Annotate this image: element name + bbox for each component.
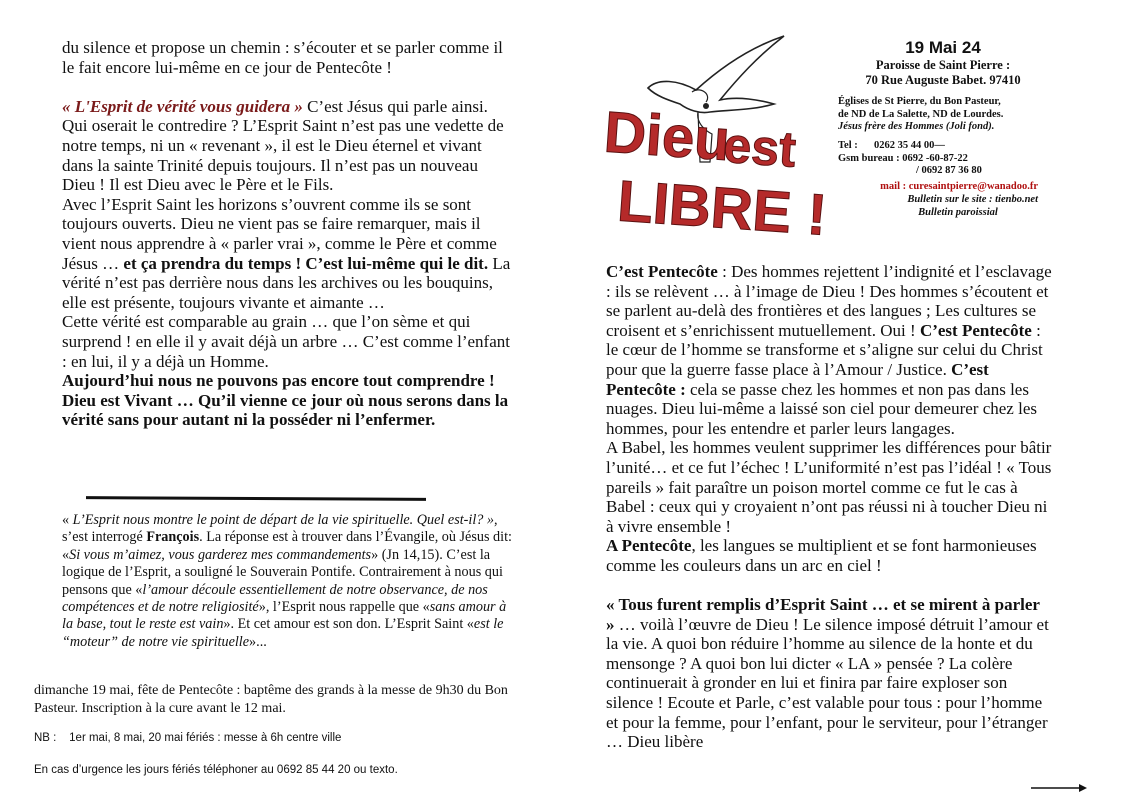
paragraph: « L'Esprit de vérité vous guidera » C’est Jésus qui parle ainsi. Qui oserait le contredire ? L’Esprit Saint n’est pas une vedette de notre temps, ni un « revenant », il est le Dieu éternel et vivant dans la sainte Trinité depuis toujours. Il n’est pas un nouveau Dieu ! Il est Dieu avec le Père et le Fils. — [62, 96, 504, 195]
parish-address: 70 Rue Auguste Babet. 97410 — [865, 73, 1021, 87]
phone-number: 0262 35 44 00— — [874, 140, 945, 151]
left-column — [62, 38, 512, 430]
bold-paragraph: Aujourd’hui nous ne pouvons pas encore tout comprendre ! Dieu est Vivant … Qu’il vienne ce jour où nous serons dans la vérité sans pour autant ni la posséder ni l’enfermer. — [62, 371, 509, 430]
right-column — [606, 262, 1052, 752]
nb-note: NB : 1er mai, 8 mai, 20 mai fériés : messe à 6h centre ville — [34, 732, 342, 744]
email-link[interactable]: curesaintpierre@wanadoo.fr — [908, 181, 1038, 192]
website-line: Bulletin sur le site : tienbo.net — [907, 194, 1038, 205]
gospel-quote: « L'Esprit de vérité vous guidera » — [62, 96, 303, 116]
announcement: dimanche 19 mai, fête de Pentecôte : baptême des grands à la messe de 9h30 du Bon Pasteur. Inscription à la cure avant le 12 mai. — [34, 683, 508, 716]
pope-quote-block: « L’Esprit nous montre le point de départ de la vie spirituelle. Quel est-il? », s’est interrogé François. La réponse est à trouver dans l’Évangile, où Jésus dit: «Si vous m’aimez, vous garderez mes commandements» (Jn 14,15). C’est la logique de l’Esprit, a souligné le Souverain Pontife. Contrairement à nous qui pensons que «l’amour découle essentiellement de notre observance, de nos compétences et de notre religiosité», l’Esprit nous rappelle que «sans amour à la base, tout le reste est vain». Et cet amour est son don. L’Esprit Saint «est le “moteur” de notre vie spirituelle»... — [62, 512, 512, 650]
paragraph: « Tous furent remplis d’Esprit Saint … et se mirent à parler » … voilà l’œuvre de Dieu ! Le silence imposé détruit l’amour et la vie. A quoi bon réduire l’homme au silence de la honte et du mensonge ? A quoi bon lui dicter « LA » pensée ? La colère continuerait à gronder en lui et finira par faire exploser son silence ! Ecoute et Parle, c’est valable pour tous : pour l’homme et pour la femme, pour l’enfant, pour le serviteur, pour l’étranger … Dieu libère — [606, 595, 1049, 752]
masthead — [836, 38, 1050, 88]
gsm-number: Gsm bureau : 0692 -60-87-22 — [838, 152, 968, 164]
mail-block: mail : curesaintpierre@wanadoo.fr Bulletin sur le site : tienbo.net Bulletin paroissial — [838, 180, 1038, 219]
divider — [86, 496, 426, 501]
churches-list: Églises de St Pierre, du Bon Pasteur, de ND de La Salette, ND de Lourdes. Jésus frère des Hommes (Joli fond). — [838, 96, 1004, 133]
logo-word-dieu: Dieu — [602, 99, 732, 174]
paragraph: Avec l’Esprit Saint les horizons s’ouvrent comme ils se sont toujours ouverts. Dieu ne vient pas se faire remarquer, mais il vient nous apprendre à « parler vrai », comme le Père et comme Jésus … et ça prendra du temps ! C’est lui-même qui le dit. La vérité n’est pas derrière nous dans les archives ou les bouquins, elle est présente, toujours vivante et aimante … — [62, 194, 511, 312]
paragraph: A Babel, les hommes veulent supprimer les différences pour bâtir l’unité… et ce fut l’échec ! L’uniformité n’est pas l’idéal ! « Tous pareils » fait paraître un poison mortel comme ce fut le cas à Babel : ceux qui y croyaient n’ont pas réussi ni à toucher Dieu ni à vivre ensemble ! — [606, 438, 1052, 536]
logo-word-libre: LIBRE ! — [615, 168, 828, 248]
logo-word-est: est — [721, 116, 798, 178]
logo-dieu-est-libre — [588, 30, 828, 250]
emergency-note: En cas d’urgence les jours fériés téléphoner au 0692 85 44 20 ou texto. — [34, 764, 398, 776]
paragraph: A Pentecôte, les langues se multiplient et se font harmonieuses comme les couleurs dans un arc en ciel ! — [606, 536, 1037, 575]
paragraph: C’est Pentecôte : Des hommes rejettent l’indignité et l’esclavage : ils se relèvent … à l’image de Dieu ! Des hommes s’écoutent et se parlent au-delà des frontières et des langues ; Les cultures se croisent et s’enrichissent mutuellement. Oui ! C’est Pentecôte : le cœur de l’homme se transforme et s’aligne sur celui du Christ pour que la guerre fasse place à l’Amour / Justice. C’est Pentecôte : cela se passe chez les hommes et non pas dans les nuages. Dieu lui-même a laissé son ciel pour demeurer chez les hommes, pour les entendre et parler leurs langages. — [606, 262, 1052, 438]
contact-block: Tel : 0262 35 44 00— Gsm bureau : 0692 -60-87-22 / 0692 87 36 80 — [838, 140, 982, 177]
dove-icon — [588, 30, 828, 250]
parish-name: Paroisse de Saint Pierre : — [875, 58, 1011, 72]
bulletin-date: 19 Mai 24 — [905, 38, 981, 57]
paragraph: Cette vérité est comparable au grain … que l’on sème et qui surprend ! en elle il y avait déjà un arbre … C’est comme l’enfant : en lui, il y a déjà un Homme. — [62, 312, 510, 371]
arrow-right-icon — [1031, 780, 1087, 798]
paragraph: du silence et propose un chemin : s’écouter et se parler comme il le fait encore lui-même en ce jour de Pentecôte ! — [62, 38, 503, 77]
